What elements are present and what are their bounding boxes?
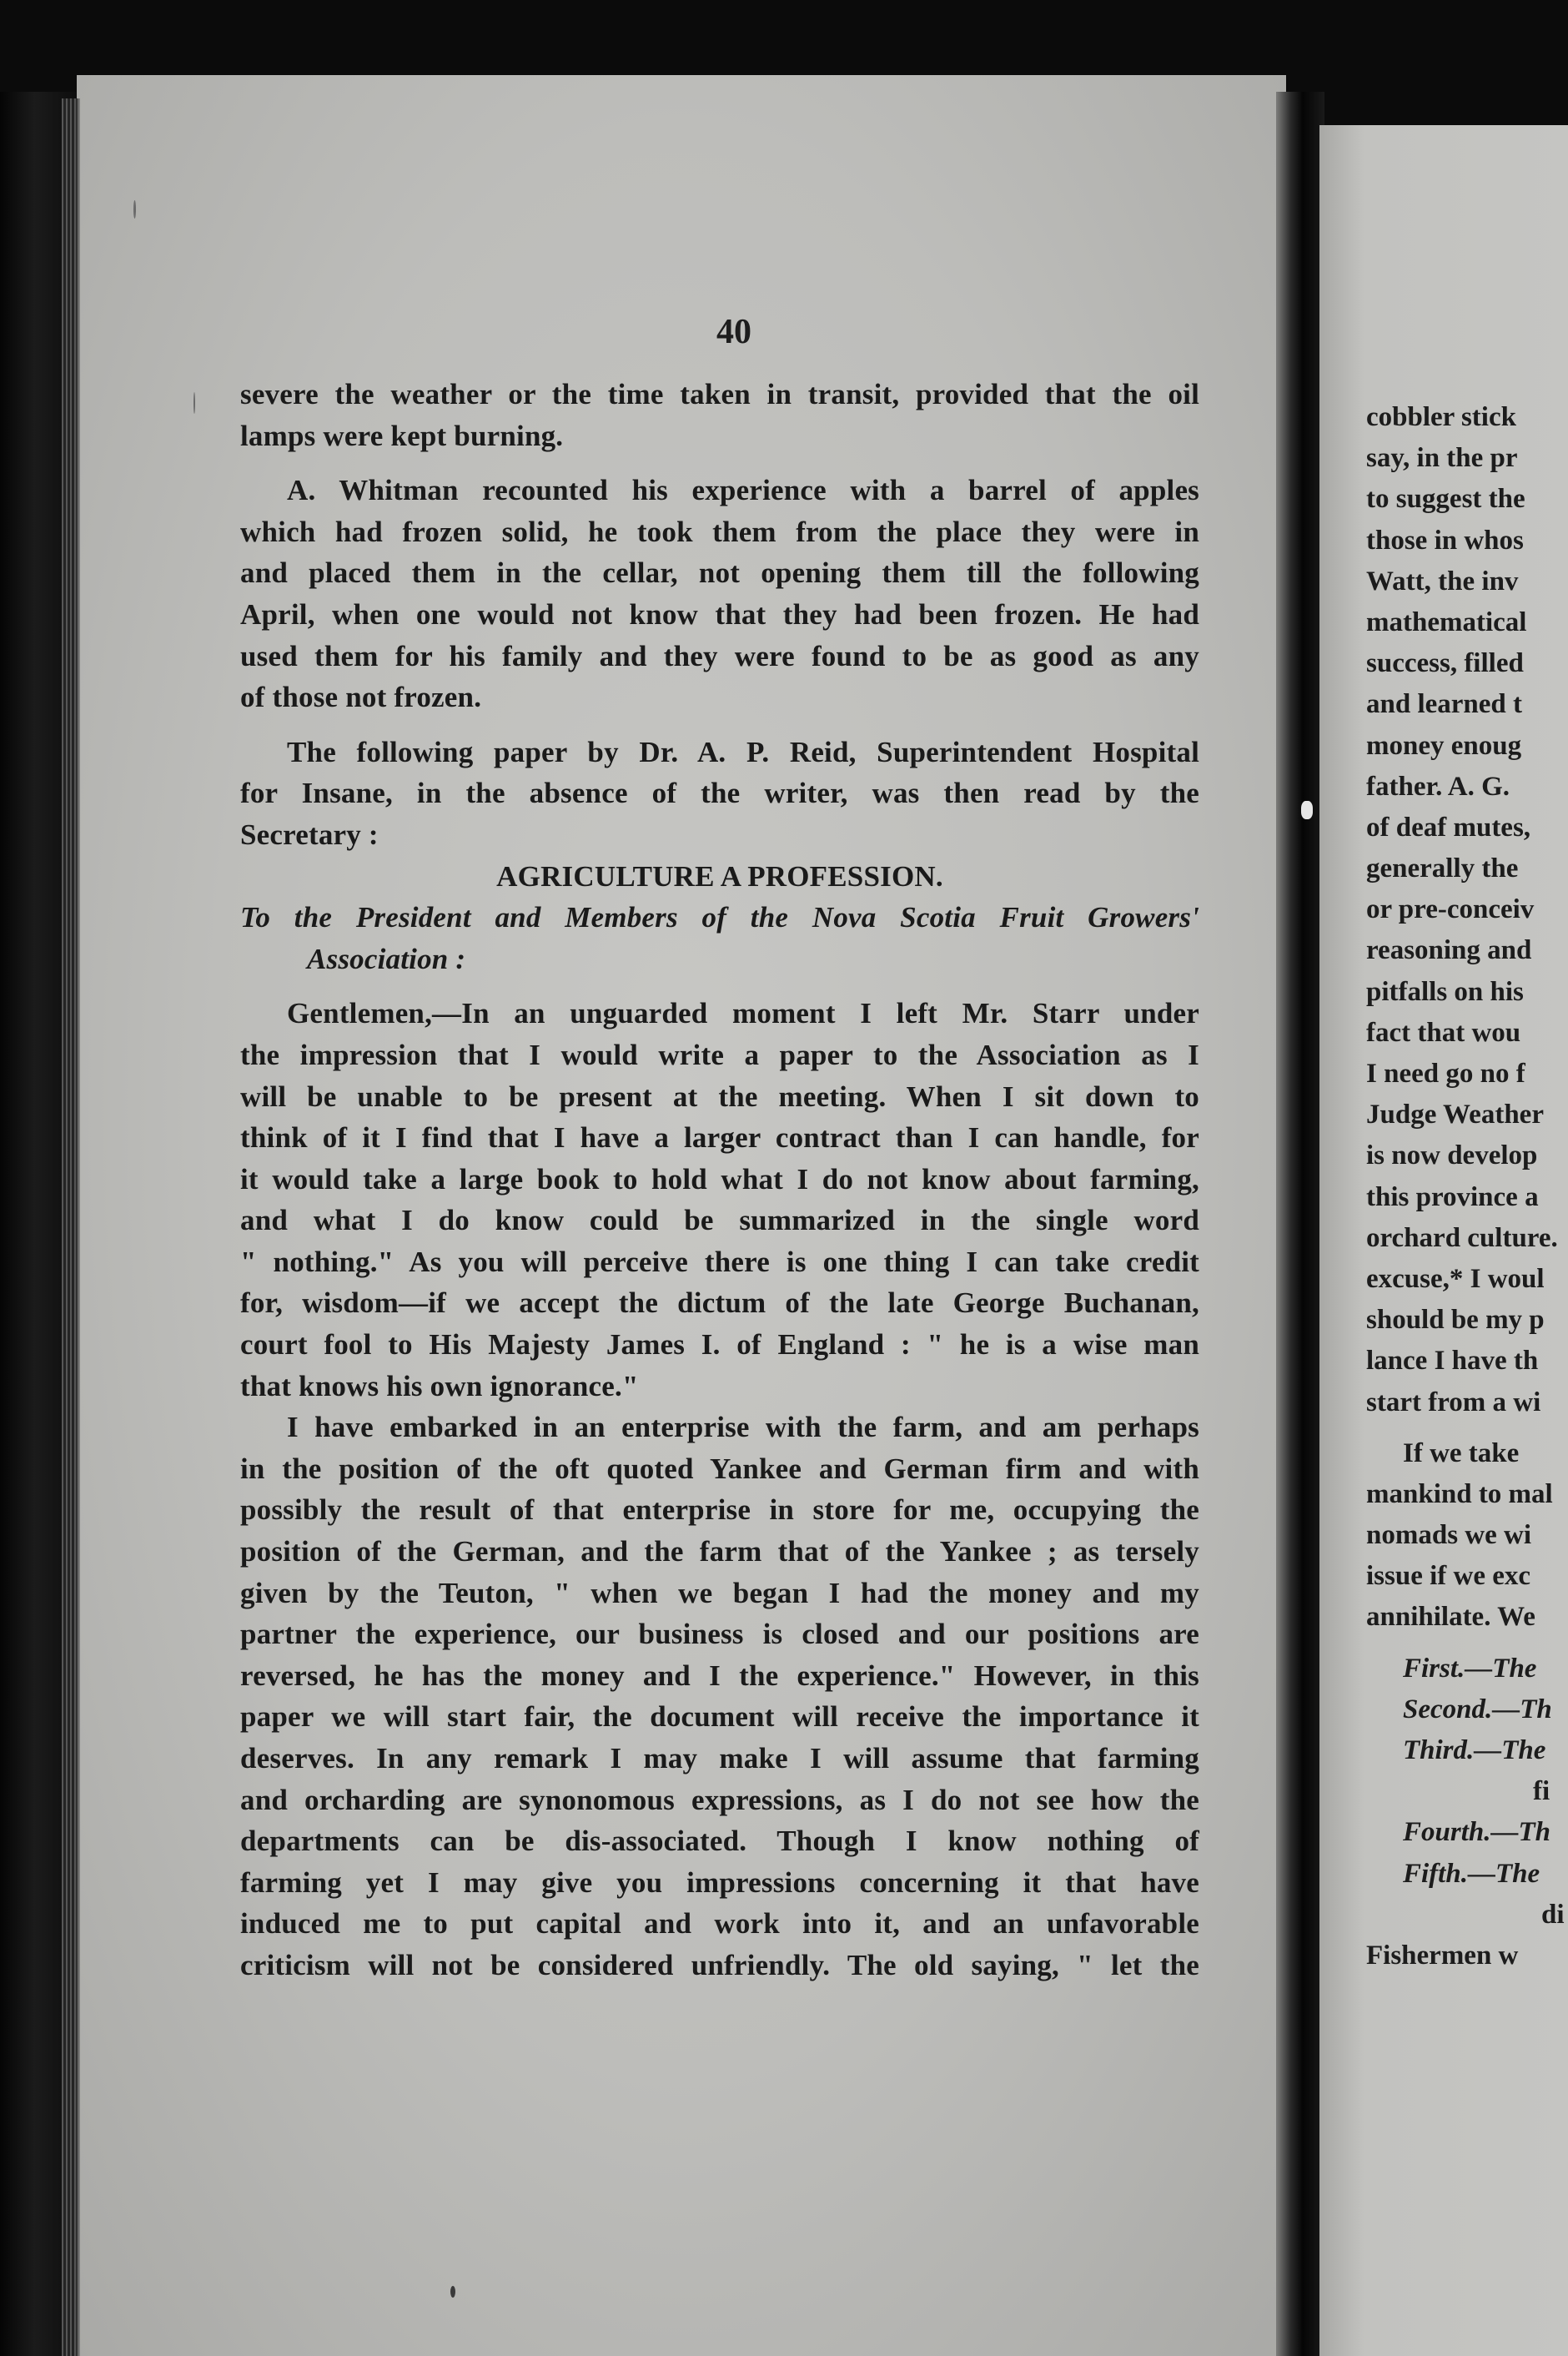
text-line: Third.—The bbox=[1403, 1735, 1546, 1765]
text-line: farming yet I may give you impressions concerning it that have bbox=[240, 1865, 1199, 1899]
text-line: issue if we exc bbox=[1366, 1561, 1531, 1592]
text-line: should be my p bbox=[1366, 1305, 1545, 1336]
salutation-line: Association : bbox=[307, 942, 466, 975]
text-line: in the position of the oft quoted Yankee and German firm and with bbox=[240, 1452, 1199, 1485]
text-line: fi bbox=[1533, 1776, 1550, 1807]
text-line: I have embarked in an enterprise with the farm, and am perhaps bbox=[287, 1411, 1199, 1444]
text-line: or pre-conceiv bbox=[1366, 894, 1535, 925]
text-line: Second.—Th bbox=[1403, 1694, 1552, 1724]
text-line: partner the experience, our business is closed and our positions are bbox=[240, 1618, 1199, 1651]
text-line: Fishermen w bbox=[1366, 1940, 1519, 1971]
text-line: the impression that I would write a paper to the Association as I bbox=[240, 1038, 1199, 1071]
text-line: Judge Weather bbox=[1366, 1100, 1544, 1130]
text-line: nomads we wi bbox=[1366, 1520, 1532, 1551]
right-page-body bbox=[1366, 397, 1566, 1976]
text-line: Watt, the inv bbox=[1366, 566, 1519, 597]
text-line: position of the German, and the farm that of the Yankee ; as tersely bbox=[240, 1535, 1199, 1568]
left-page-body bbox=[240, 374, 1199, 1986]
text-line: I need go no f bbox=[1366, 1059, 1525, 1089]
text-line: start from a wi bbox=[1366, 1387, 1541, 1417]
text-line: lance I have th bbox=[1366, 1346, 1539, 1377]
text-line: and placed them in the cellar, not opening them till the following bbox=[240, 556, 1199, 590]
salutation-line: To the President and Members of the Nova Scotia Fruit Growers' bbox=[240, 901, 1199, 934]
text-line: and what I do know could be summarized in the single word bbox=[240, 1204, 1199, 1237]
text-line: mathematical bbox=[1366, 607, 1527, 637]
text-line: for Insane, in the absence of the writer, was then read by the bbox=[240, 777, 1199, 810]
text-line: of deaf mutes, bbox=[1366, 812, 1531, 843]
text-line: lamps were kept burning. bbox=[240, 419, 564, 452]
text-line: court fool to His Majesty James I. of England : " he is a wise man bbox=[240, 1328, 1199, 1362]
text-line: of those not frozen. bbox=[240, 681, 482, 714]
book-gutter bbox=[1276, 92, 1324, 2356]
text-line: di bbox=[1541, 1899, 1565, 1930]
text-line: it would take a large book to hold what I do not know about farming, bbox=[240, 1162, 1199, 1196]
page-number: 40 bbox=[716, 313, 751, 351]
text-line: The following paper by Dr. A. P. Reid, Superintendent Hospital bbox=[287, 735, 1199, 768]
text-line: success, filled bbox=[1366, 648, 1524, 679]
ink-speck bbox=[450, 2286, 455, 2298]
text-line: father. A. G. bbox=[1366, 771, 1510, 802]
text-line: reasoning and bbox=[1366, 935, 1532, 966]
text-line: April, when one would not know that they had been frozen. He had bbox=[240, 597, 1199, 631]
text-line: orchard culture. bbox=[1366, 1222, 1558, 1253]
text-line: deserves. In any remark I may make I will assume that farming bbox=[240, 1742, 1199, 1775]
text-line: mankind to mal bbox=[1366, 1478, 1553, 1509]
text-line: to suggest the bbox=[1366, 484, 1525, 515]
text-line: severe the weather or the time taken in transit, provided that the oil bbox=[240, 378, 1199, 410]
text-line: Secretary : bbox=[240, 818, 379, 851]
paper-speck bbox=[1301, 801, 1313, 819]
text-line: money enoug bbox=[1366, 730, 1522, 761]
text-line: pitfalls on his bbox=[1366, 976, 1524, 1007]
text-line: excuse,* I woul bbox=[1366, 1263, 1545, 1294]
text-line: " nothing." As you will perceive there is one thing I can take credit bbox=[240, 1245, 1199, 1278]
text-line: reversed, he has the money and I the experience." However, in this bbox=[240, 1659, 1199, 1692]
section-heading: AGRICULTURE A PROFESSION. bbox=[496, 859, 943, 893]
text-line: induced me to put capital and work into it, and an unfavorable bbox=[240, 1907, 1199, 1941]
ink-speck bbox=[133, 200, 136, 219]
text-line: is now develop bbox=[1366, 1140, 1538, 1171]
text-line: departments can be dis-associated. Though I know nothing of bbox=[240, 1825, 1199, 1858]
text-line: used them for his family and they were found to be as good as any bbox=[240, 639, 1199, 672]
text-line: that knows his own ignorance." bbox=[240, 1369, 639, 1402]
text-line: Fifth.—The bbox=[1403, 1858, 1540, 1889]
text-line: possibly the result of that enterprise in store for me, occupying the bbox=[240, 1493, 1199, 1527]
text-line: If we take bbox=[1403, 1437, 1520, 1468]
page-edges bbox=[62, 98, 80, 2356]
text-line: fact that wou bbox=[1366, 1017, 1521, 1048]
text-line: given by the Teuton, " when we began I had the money and my bbox=[240, 1576, 1199, 1609]
text-line: annihilate. We bbox=[1366, 1602, 1535, 1633]
text-line: cobbler stick bbox=[1366, 402, 1516, 432]
text-line: which had frozen solid, he took them from the place they were in bbox=[240, 515, 1199, 548]
text-line: A. Whitman recounted his experience with a barrel of apples bbox=[287, 474, 1199, 507]
text-line: First.—The bbox=[1403, 1653, 1537, 1684]
ink-speck bbox=[193, 392, 195, 414]
text-line: generally the bbox=[1366, 853, 1519, 884]
text-line: and orcharding are synonomous expressions, as I do not see how the bbox=[240, 1783, 1199, 1816]
text-line: say, in the pr bbox=[1366, 443, 1518, 474]
text-line: think of it I find that I have a larger contract than I can handle, for bbox=[240, 1121, 1199, 1155]
text-line: this province a bbox=[1366, 1181, 1539, 1212]
text-line: Gentlemen,—In an unguarded moment I left Mr. Starr under bbox=[287, 997, 1199, 1030]
text-line: Fourth.—Th bbox=[1403, 1817, 1550, 1848]
text-line: criticism will not be considered unfriendly. The old saying, " let the bbox=[240, 1948, 1199, 1981]
text-line: paper we will start fair, the document will receive the importance it bbox=[240, 1700, 1199, 1734]
text-line: those in whos bbox=[1366, 525, 1524, 556]
text-line: will be unable to be present at the meeting. When I sit down to bbox=[240, 1080, 1199, 1113]
text-line: and learned t bbox=[1366, 689, 1523, 720]
text-line: for, wisdom—if we accept the dictum of the late George Buchanan, bbox=[240, 1286, 1199, 1320]
